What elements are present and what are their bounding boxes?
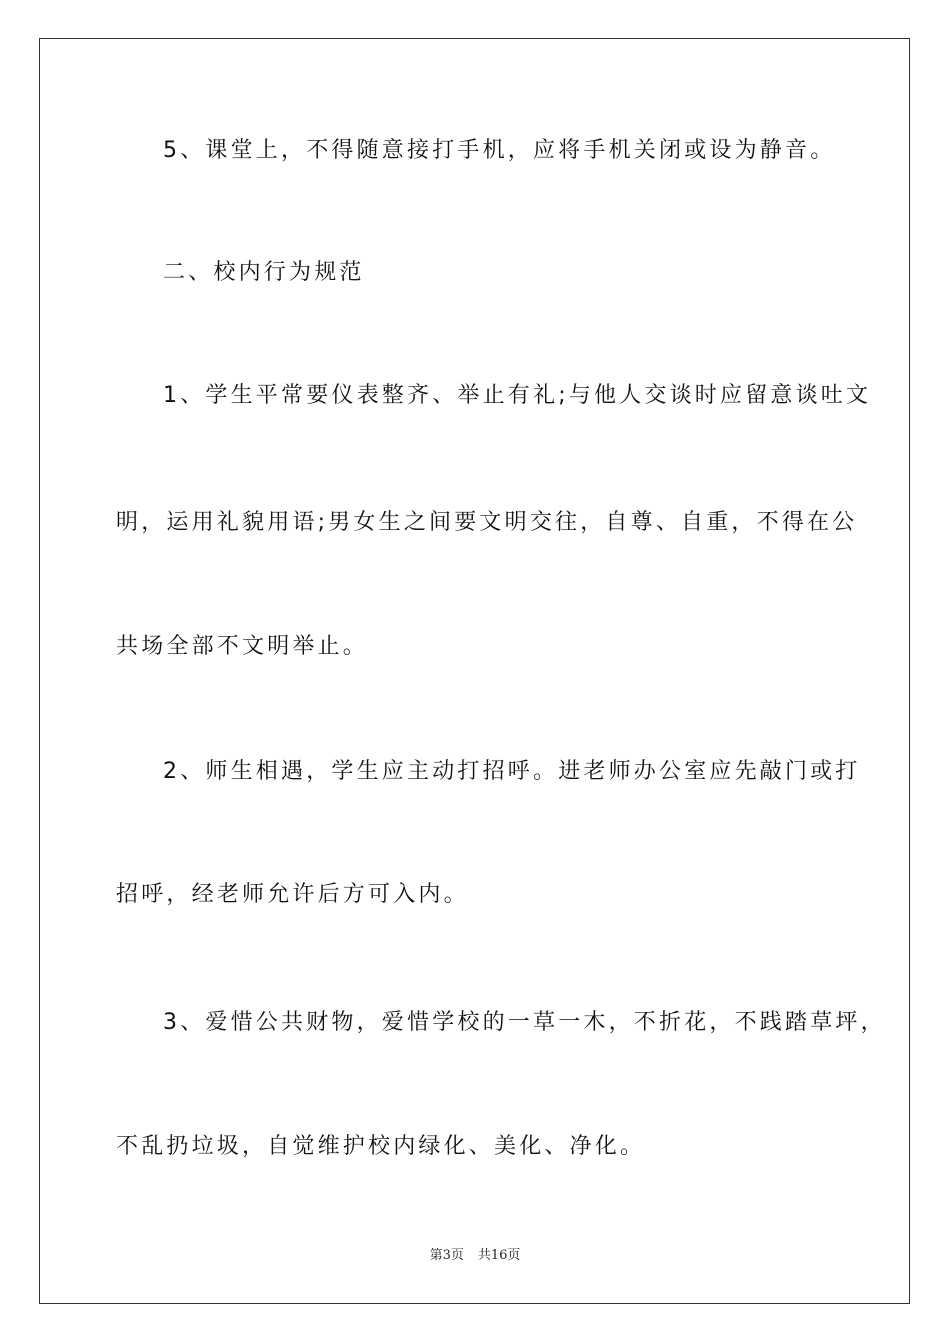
page-number: 第3页 xyxy=(429,1248,464,1263)
rule-1-line-3: 共场全部不文明举止。 xyxy=(116,634,369,659)
section-heading-campus-conduct: 二、校内行为规范 xyxy=(163,260,365,285)
rule-2-line-1: 2、师生相遇，学生应主动打招呼。进老师办公室应先敲门或打 xyxy=(163,759,861,784)
page-footer xyxy=(0,1247,950,1265)
rule-2-line-2: 招呼，经老师允许后方可入内。 xyxy=(116,882,469,907)
rule-3-line-1: 3、爱惜公共财物，爱惜学校的一草一木，不折花，不践踏草坪， xyxy=(163,1010,886,1035)
rule-3-line-2: 不乱扔垃圾，自觉维护校内绿化、美化、净化。 xyxy=(116,1134,646,1159)
total-pages: 共16页 xyxy=(477,1248,521,1263)
rule-1-line-2: 明，运用礼貌用语;男女生之间要文明交往，自尊、自重，不得在公 xyxy=(116,510,858,535)
rule-5-classroom-phone: 5、课堂上，不得随意接打手机，应将手机关闭或设为静音。 xyxy=(163,138,836,163)
rule-1-line-1: 1、学生平常要仪表整齐、举止有礼;与他人交谈时应留意谈吐文 xyxy=(163,383,872,408)
page-border xyxy=(39,38,910,1304)
